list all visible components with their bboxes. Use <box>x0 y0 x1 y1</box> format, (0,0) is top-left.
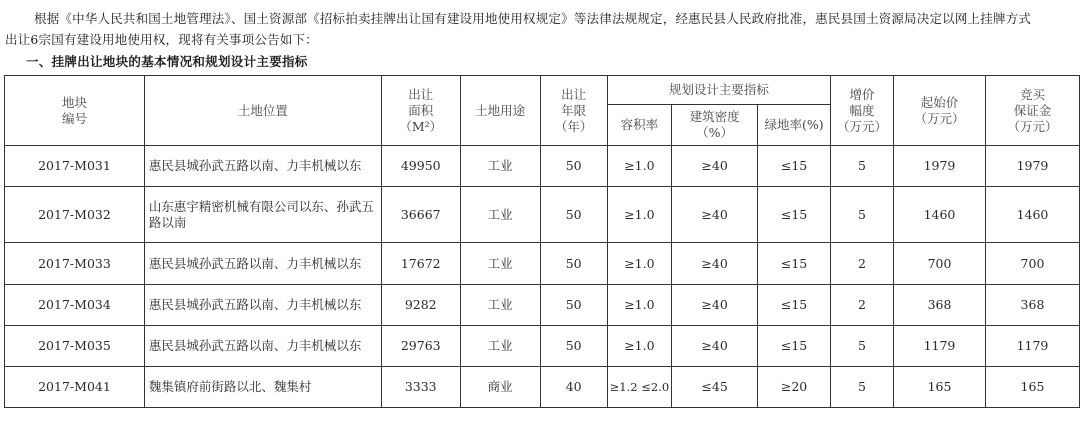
header-use: 土地用途 <box>460 76 540 146</box>
cell-area: 29763 <box>381 326 460 367</box>
cell-term: 50 <box>540 243 607 285</box>
intro-paragraph <box>5 8 1075 50</box>
cell-far: ≥1.0 <box>607 326 672 367</box>
cell-density: ≥40 <box>672 326 758 367</box>
cell-area: 3333 <box>381 367 460 408</box>
table-row <box>5 285 1080 326</box>
cell-parcel-no: 2017-M032 <box>5 187 145 243</box>
cell-term: 50 <box>540 326 607 367</box>
cell-use: 工业 <box>460 285 540 326</box>
cell-parcel-no: 2017-M035 <box>5 326 145 367</box>
cell-area: 17672 <box>381 243 460 285</box>
cell-use: 工业 <box>460 187 540 243</box>
cell-density: ≥40 <box>672 285 758 326</box>
cell-deposit: 1179 <box>985 326 1079 367</box>
cell-far: ≥1.2 ≤2.0 <box>607 367 672 408</box>
header-deposit: 竞买 保证金 （万元） <box>985 76 1079 146</box>
cell-deposit: 1460 <box>985 187 1079 243</box>
cell-increment: 2 <box>831 243 894 285</box>
header-area: 出让 面积 （M²） <box>381 76 460 146</box>
intro-line-2: 出让6宗国有建设用地使用权，现将有关事项公告如下： <box>5 32 318 47</box>
cell-density: ≤45 <box>672 367 758 408</box>
header-location: 土地位置 <box>144 76 381 146</box>
cell-start-price: 1979 <box>894 146 986 187</box>
cell-green: ≥20 <box>758 367 831 408</box>
cell-term: 50 <box>540 146 607 187</box>
cell-location: 惠民县城孙武五路以南、力丰机械以东 <box>144 243 381 285</box>
cell-location: 魏集镇府前街路以北、魏集村 <box>144 367 381 408</box>
cell-deposit: 700 <box>985 243 1079 285</box>
cell-density: ≥40 <box>672 243 758 285</box>
cell-use: 工业 <box>460 326 540 367</box>
cell-density: ≥40 <box>672 146 758 187</box>
cell-start-price: 1460 <box>894 187 986 243</box>
cell-parcel-no: 2017-M031 <box>5 146 145 187</box>
cell-deposit: 165 <box>985 367 1079 408</box>
cell-start-price: 1179 <box>894 326 986 367</box>
header-far: 容积率 <box>607 105 672 146</box>
cell-parcel-no: 2017-M041 <box>5 367 145 408</box>
cell-deposit: 368 <box>985 285 1079 326</box>
cell-far: ≥1.0 <box>607 243 672 285</box>
cell-start-price: 700 <box>894 243 986 285</box>
table-row <box>5 367 1080 408</box>
cell-green: ≤15 <box>758 285 831 326</box>
header-density: 建筑密度 （%） <box>672 105 758 146</box>
cell-green: ≤15 <box>758 243 831 285</box>
header-term: 出让 年限 （年） <box>540 76 607 146</box>
section-title: 一、挂牌出让地块的基本情况和规划设计主要指标 <box>26 54 308 69</box>
cell-use: 商业 <box>460 367 540 408</box>
cell-term: 40 <box>540 367 607 408</box>
header-parcel-no: 地块 编号 <box>5 76 145 146</box>
cell-use: 工业 <box>460 146 540 187</box>
cell-term: 50 <box>540 285 607 326</box>
cell-density: ≥40 <box>672 187 758 243</box>
cell-increment: 5 <box>831 367 894 408</box>
table-row <box>5 146 1080 187</box>
cell-location: 惠民县城孙武五路以南、力丰机械以东 <box>144 146 381 187</box>
cell-area: 9282 <box>381 285 460 326</box>
cell-far: ≥1.0 <box>607 146 672 187</box>
cell-increment: 5 <box>831 146 894 187</box>
cell-green: ≤15 <box>758 326 831 367</box>
cell-start-price: 368 <box>894 285 986 326</box>
cell-location: 惠民县城孙武五路以南、力丰机械以东 <box>144 285 381 326</box>
parcel-table <box>4 75 1080 408</box>
table-row <box>5 187 1080 243</box>
cell-use: 工业 <box>460 243 540 285</box>
cell-location: 山东惠宇精密机械有限公司以东、孙武五路以南 <box>144 187 381 243</box>
intro-line-1: 根据《中华人民共和国土地管理法》、国土资源部《招标拍卖挂牌出让国有建设用地使用权规定》等法律法规规定，经惠民县人民政府批准，惠民县国土资源局决定以网上挂牌方式 <box>34 11 1032 26</box>
cell-green: ≤15 <box>758 187 831 243</box>
header-planning-group: 规划设计主要指标 <box>607 76 830 105</box>
cell-increment: 5 <box>831 187 894 243</box>
cell-green: ≤15 <box>758 146 831 187</box>
table-row <box>5 243 1080 285</box>
cell-increment: 5 <box>831 326 894 367</box>
cell-parcel-no: 2017-M034 <box>5 285 145 326</box>
header-start-price: 起始价 （万元） <box>894 76 986 146</box>
cell-term: 50 <box>540 187 607 243</box>
cell-area: 36667 <box>381 187 460 243</box>
cell-deposit: 1979 <box>985 146 1079 187</box>
cell-far: ≥1.0 <box>607 187 672 243</box>
cell-location: 惠民县城孙武五路以南、力丰机械以东 <box>144 326 381 367</box>
header-increment: 增价 幅度 （万元） <box>831 76 894 146</box>
cell-parcel-no: 2017-M033 <box>5 243 145 285</box>
header-green: 绿地率(%) <box>758 105 831 146</box>
cell-far: ≥1.0 <box>607 285 672 326</box>
table-row <box>5 326 1080 367</box>
cell-increment: 2 <box>831 285 894 326</box>
cell-start-price: 165 <box>894 367 986 408</box>
cell-area: 49950 <box>381 146 460 187</box>
